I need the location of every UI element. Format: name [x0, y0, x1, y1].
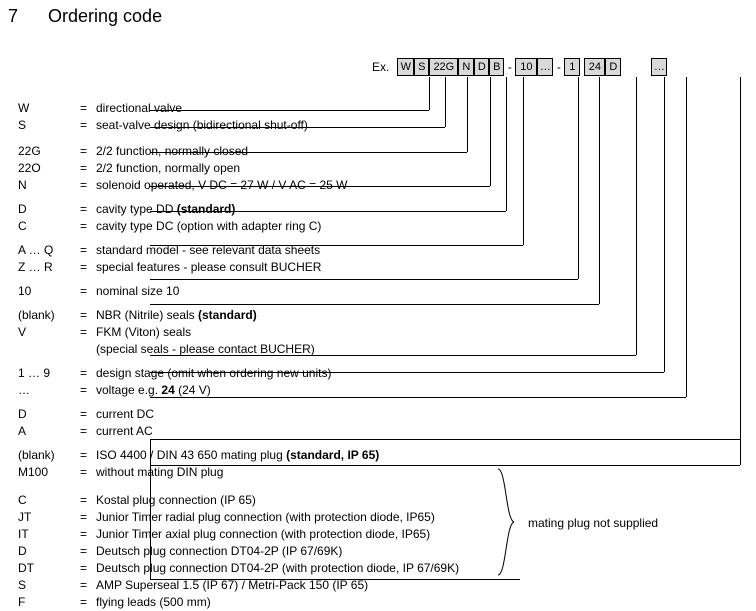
legend-spacer [18, 276, 718, 283]
legend-key: C [18, 219, 27, 233]
legend-key: N [18, 178, 27, 192]
legend-equals: = [80, 595, 88, 609]
legend-equals: = [80, 308, 88, 322]
code-box-plug: … [651, 58, 667, 76]
legend-value: cavity type DD (standard) [96, 202, 236, 216]
legend-value: current AC [96, 424, 153, 438]
code-box-voltage: 24 [584, 58, 605, 76]
legend-value: special features - please consult BUCHER [96, 260, 322, 274]
code-separator-2: - [556, 60, 561, 74]
legend-value: nominal size 10 [96, 284, 180, 298]
legend-row [18, 560, 718, 577]
code-box-w: W [397, 58, 414, 76]
legend-row [18, 526, 718, 543]
code-box-d: D [474, 58, 489, 76]
legend-key: D [18, 407, 27, 421]
legend-key: IT [18, 527, 29, 541]
page-title-number: 7 [8, 6, 19, 26]
legend-equals: = [80, 284, 88, 298]
legend-equals: = [80, 101, 88, 115]
legend-key: V [18, 325, 27, 339]
legend-key: S [18, 578, 27, 592]
legend-equals: = [80, 561, 88, 575]
legend-equals: = [80, 527, 88, 541]
leader-line-plug [740, 77, 741, 465]
legend-spacer [18, 481, 718, 492]
legend-value: (special seals - please contact BUCHER) [96, 342, 315, 356]
code-box-s: S [414, 58, 429, 76]
legend-spacer [18, 399, 718, 406]
legend-row [18, 177, 718, 194]
legend-value: Junior Timer axial plug connection (with protection diode, IP65) [96, 527, 431, 541]
legend-value: ISO 4400 / DIN 43 650 mating plug (standard, IP 65) [96, 448, 380, 462]
legend-value: directional valve [96, 101, 183, 115]
legend-key: D [18, 202, 27, 216]
legend-value: AMP Superseal 1.5 (IP 67) / Metri-Pack 150 (IP 65) [96, 578, 369, 592]
legend-value: voltage e.g. 24 (24 V) [96, 383, 211, 397]
legend-value: seat-valve design (bidirectional shut-off) [96, 118, 308, 132]
legend-equals: = [80, 493, 88, 507]
legend-row [18, 492, 718, 509]
legend-row [18, 117, 718, 134]
legend-equals: = [80, 260, 88, 274]
legend-equals: = [80, 118, 88, 132]
legend-spacer [18, 440, 718, 447]
example-code-row [372, 58, 667, 76]
legend-value: Junior Timer radial plug connection (with protection diode, IP65) [96, 510, 435, 524]
legend-key: 22G [18, 144, 41, 158]
legend-row [18, 447, 718, 464]
legend-equals: = [80, 424, 88, 438]
code-box-design-stage: 1 [564, 58, 580, 76]
legend-value: standard model - see relevant data sheets [96, 243, 321, 257]
legend-equals: = [80, 161, 88, 175]
legend-row [18, 382, 718, 399]
legend-equals: = [80, 243, 88, 257]
legend-list [18, 100, 718, 611]
page-title [8, 6, 162, 27]
legend-key: A [18, 424, 27, 438]
page-title-text: Ordering code [48, 6, 163, 26]
legend-equals: = [80, 578, 88, 592]
legend-equals: = [80, 510, 88, 524]
legend-row [18, 201, 718, 218]
legend-row [18, 423, 718, 440]
code-box-n: N [458, 58, 474, 76]
legend-value: Deutsch plug connection DT04-2P (with protection diode, IP 67/69K) [96, 561, 460, 575]
legend-value: 2/2 function, normally open [96, 161, 241, 175]
legend-key: C [18, 493, 27, 507]
legend-key: (blank) [18, 308, 55, 322]
legend-key: (blank) [18, 448, 55, 462]
legend-row [18, 341, 718, 358]
legend-row [18, 464, 718, 481]
legend-row [18, 143, 718, 160]
legend-row [18, 543, 718, 560]
legend-key: JT [18, 510, 32, 524]
legend-row [18, 218, 718, 235]
legend-spacer [18, 300, 718, 307]
legend-key: D [18, 544, 27, 558]
legend-row [18, 509, 718, 526]
legend-equals: = [80, 448, 88, 462]
legend-equals: = [80, 144, 88, 158]
legend-row [18, 577, 718, 594]
legend-value: flying leads (500 mm) [96, 595, 211, 609]
legend-row [18, 594, 718, 611]
legend-row [18, 100, 718, 117]
legend-value: solenoid operated, V DC = 27 W / V AC = 25 W [96, 178, 348, 192]
legend-row [18, 160, 718, 177]
legend-key: F [18, 595, 26, 609]
legend-key: … [18, 383, 30, 397]
legend-row [18, 307, 718, 324]
legend-key: A … Q [18, 243, 54, 257]
legend-value: Deutsch plug connection DT04-2P (IP 67/69K) [96, 544, 343, 558]
legend-equals: = [80, 407, 88, 421]
legend-equals: = [80, 383, 88, 397]
legend-row [18, 242, 718, 259]
code-box-seals: … [537, 58, 553, 76]
code-box-22g: 22G [429, 58, 458, 76]
legend-key: Z … R [18, 260, 53, 274]
legend-key: 22O [18, 161, 41, 175]
legend-value: cavity type DC (option with adapter ring C) [96, 219, 322, 233]
legend-equals: = [80, 366, 88, 380]
code-separator-1: - [507, 60, 512, 74]
legend-row [18, 259, 718, 276]
legend-value: 2/2 function, normally closed [96, 144, 249, 158]
legend-equals: = [80, 178, 88, 192]
legend-key: M100 [18, 465, 49, 479]
mating-plug-note: mating plug not supplied [528, 516, 659, 530]
legend-equals: = [80, 465, 88, 479]
legend-key: W [18, 101, 30, 115]
legend-spacer [18, 358, 718, 365]
legend-value: FKM (Viton) seals [96, 325, 192, 339]
legend-spacer [18, 194, 718, 201]
legend-row [18, 406, 718, 423]
legend-value: NBR (Nitrile) seals (standard) [96, 308, 257, 322]
legend-row [18, 365, 718, 382]
legend-equals: = [80, 325, 88, 339]
legend-key: DT [18, 561, 34, 575]
legend-value: current DC [96, 407, 155, 421]
code-box-10: 10 [515, 58, 537, 76]
legend-key: 10 [18, 284, 32, 298]
legend-equals: = [80, 202, 88, 216]
code-box-b: B [489, 58, 504, 76]
legend-equals: = [80, 219, 88, 233]
legend-equals: = [80, 544, 88, 558]
legend-value: without mating DIN plug [96, 465, 224, 479]
code-box-current: D [605, 58, 621, 76]
legend-spacer [18, 134, 718, 143]
legend-spacer [18, 235, 718, 242]
legend-row [18, 283, 718, 300]
example-label: Ex. [372, 60, 390, 74]
legend-key: 1 … 9 [18, 366, 51, 380]
legend-row [18, 324, 718, 341]
legend-key: S [18, 118, 27, 132]
legend-value: Kostal plug connection (IP 65) [96, 493, 256, 507]
legend-value: design stage (omit when ordering new units) [96, 366, 332, 380]
